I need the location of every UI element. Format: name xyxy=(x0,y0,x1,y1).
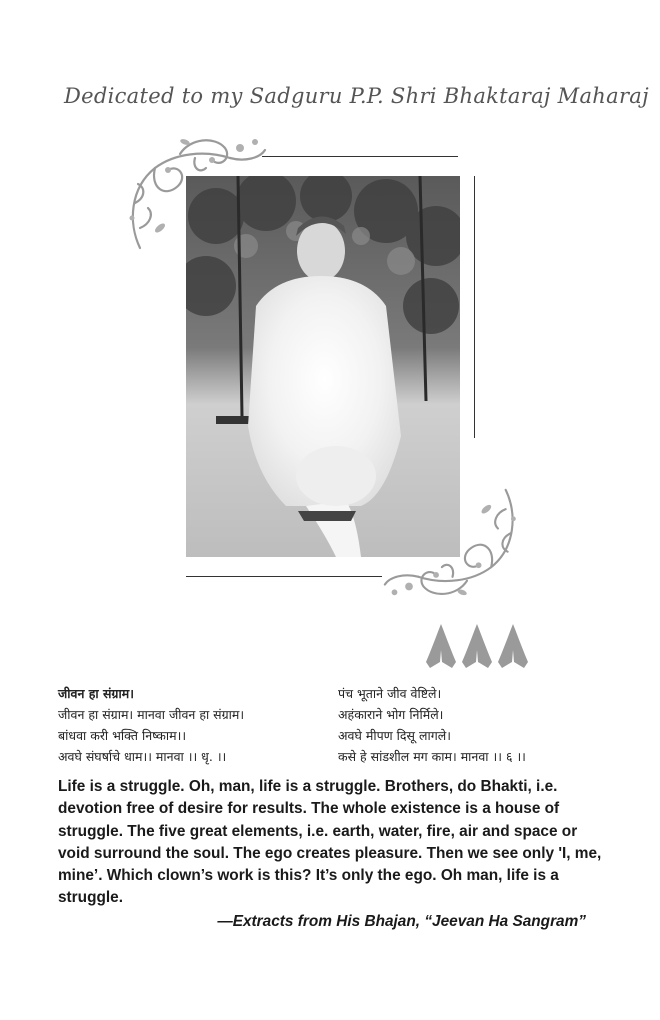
decorative-rule xyxy=(186,576,382,577)
verse-line: अवघे संघर्षाचे धाम।। मानवा ।। धृ. ।। xyxy=(58,749,227,764)
decorative-rule xyxy=(262,156,458,157)
verse-line: अवघे मीपण दिसू लागले। xyxy=(338,728,451,743)
verse-line: कसे हे सांडशील मग काम। मानवा ।। ६ ।। xyxy=(338,749,526,764)
dedication-heading: Dedicated to my Sadguru P.P. Shri Bhaktaraj Maharaj xyxy=(64,84,649,108)
portrait-photo-icon xyxy=(186,176,460,557)
portrait-photo xyxy=(186,176,460,557)
attribution: —Extracts from His Bhajan, “Jeevan Ha Sangram” xyxy=(217,913,586,930)
decorative-rule xyxy=(474,176,475,438)
verse-line: जीवन हा संग्राम। मानवा जीवन हा संग्राम। xyxy=(58,707,245,722)
marathi-verse-left xyxy=(58,683,320,767)
translation-paragraph: Life is a struggle. Oh, man, life is a struggle. Brothers, do Bhakti, i.e. devotion free of desire for results. The whole existence is a house of struggle. The five great elements, i.e. earth, water, fire, air and space or void surround the soul. The ego creates pleasure. Then we see only 'I, me, mine’. Which clown’s work is this? It’s only the ego. Oh man, life is a struggle. xyxy=(58,778,602,907)
praying-hands-icon xyxy=(424,622,530,670)
marathi-verse-right xyxy=(338,683,600,767)
verse-line: बांधवा करी भक्ति निष्काम।। xyxy=(58,728,187,743)
verse-line: पंच भूताने जीव वेष्टिले। xyxy=(338,686,442,701)
verse-title: जीवन हा संग्राम। xyxy=(58,686,134,701)
verse-line: अहंकाराने भोग निर्मिले। xyxy=(338,707,444,722)
